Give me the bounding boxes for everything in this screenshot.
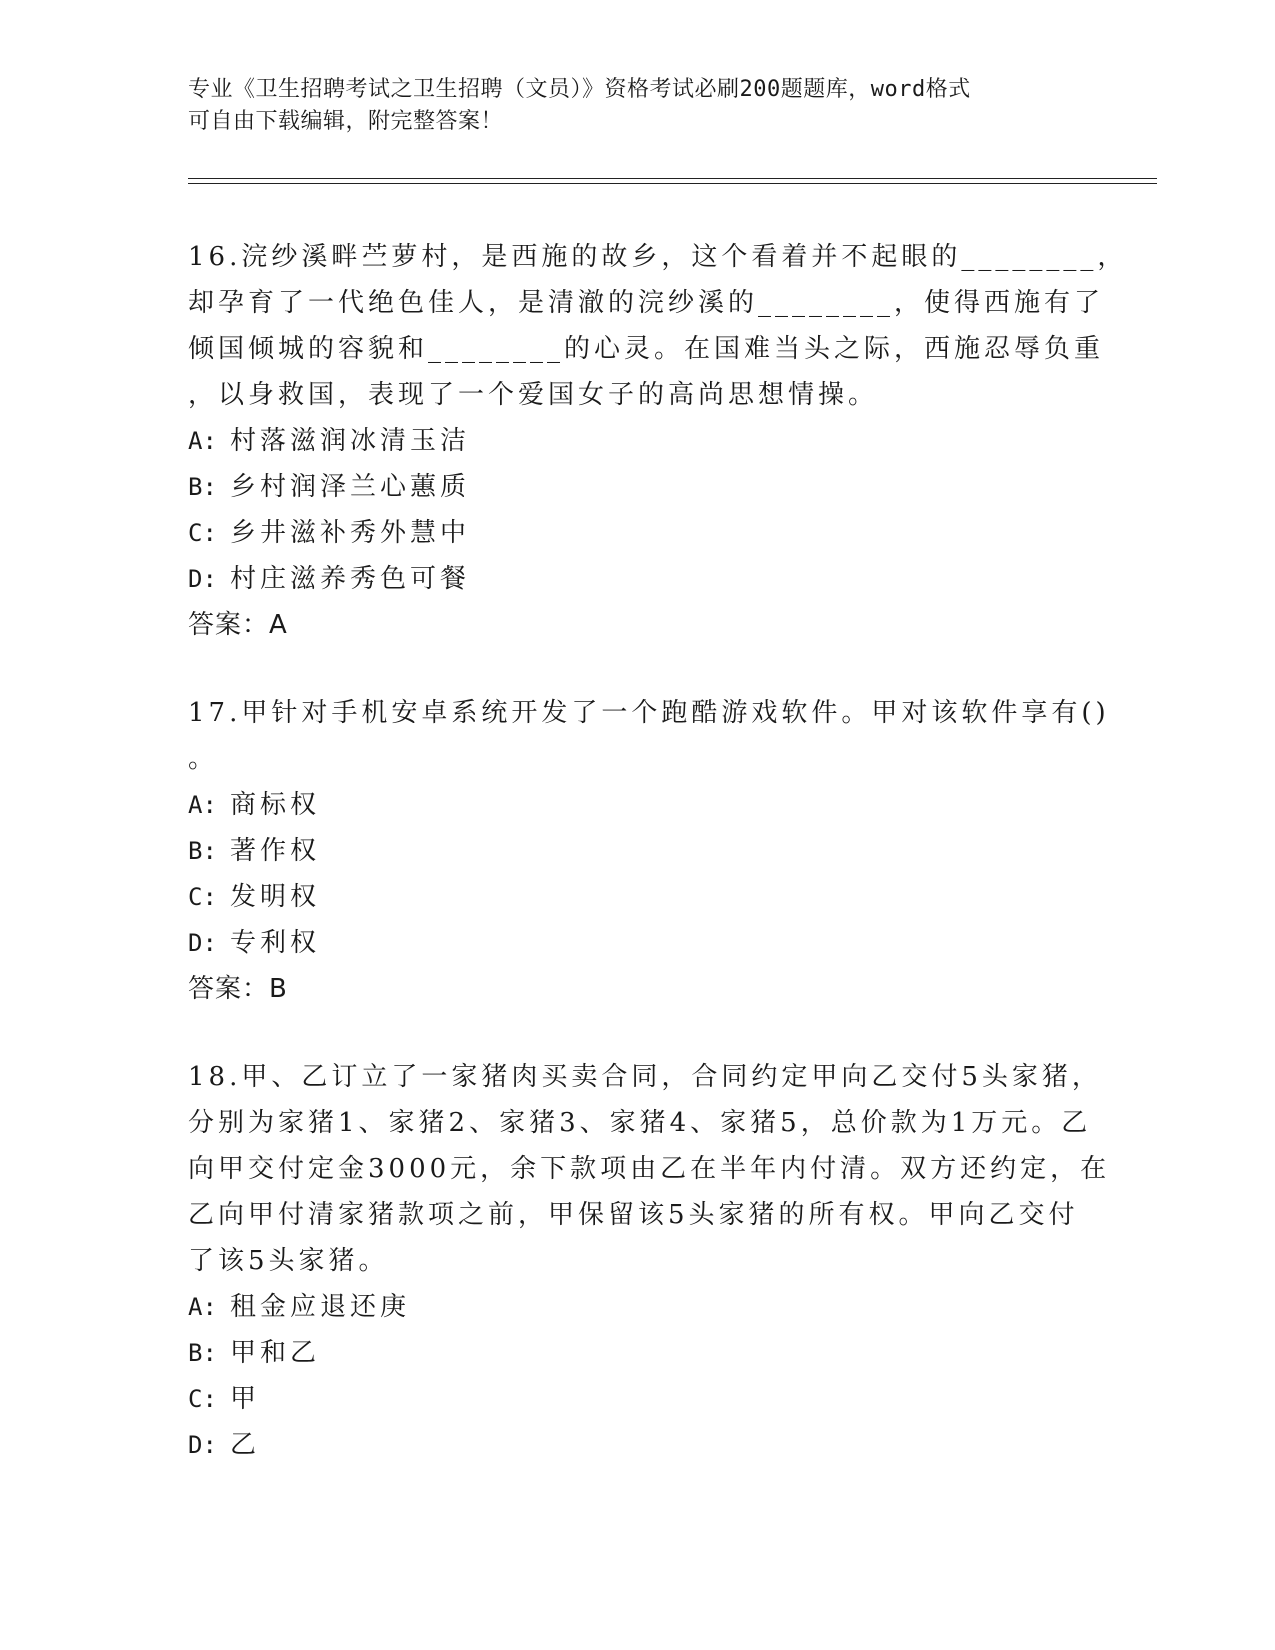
option-c	[188, 510, 1088, 556]
option-text: 乙	[230, 1430, 261, 1460]
option-c	[188, 874, 1088, 920]
option-text: 商标权	[230, 790, 321, 820]
document-header	[188, 74, 1088, 138]
question-text-line: 却孕育了一代绝色佳人，是清澈的浣纱溪的________，使得西施有了	[188, 288, 1105, 318]
question-text-line: 乙向甲付清家猪款项之前，甲保留该5头家猪的所有权。甲向乙交付	[188, 1200, 1079, 1230]
option-text: 著作权	[230, 836, 321, 866]
option-letter: C:	[188, 1385, 217, 1413]
option-d	[188, 1422, 1088, 1468]
option-a	[188, 418, 1088, 464]
option-letter: A:	[188, 1293, 217, 1321]
option-text: 租金应退还庚	[230, 1292, 411, 1322]
header-title-line-1: 专业《卫生招聘考试之卫生招聘（文员）》资格考试必刷200题题库，word格式	[188, 77, 971, 102]
question-text-line: 。	[188, 744, 219, 774]
question-18	[188, 1054, 1111, 1468]
option-letter: B:	[188, 1339, 217, 1367]
option-letter: B:	[188, 837, 217, 865]
option-text: 村庄滋养秀色可餐	[230, 564, 471, 594]
option-letter: D:	[188, 1431, 217, 1459]
option-text: 发明权	[230, 882, 321, 912]
question-text-line: 向甲交付定金3000元，余下款项由乙在半年内付清。双方还约定，在	[188, 1154, 1111, 1184]
question-text-line: ，以身救国，表现了一个爱国女子的高尚思想情操。	[188, 380, 879, 410]
question-text-line: 分别为家猪1、家猪2、家猪3、家猪4、家猪5，总价款为1万元。乙	[188, 1108, 1092, 1138]
option-b	[188, 464, 1088, 510]
option-letter: D:	[188, 929, 217, 957]
option-text: 甲和乙	[230, 1338, 321, 1368]
option-c	[188, 1376, 1088, 1422]
question-text-line: 18.甲、乙订立了一家猪肉买卖合同，合同约定甲向乙交付5头家猪，	[188, 1062, 1102, 1092]
question-text-line: 倾国倾城的容貌和________的心灵。在国难当头之际，西施忍辱负重	[188, 334, 1105, 364]
question-text-line: 16.浣纱溪畔苎萝村，是西施的故乡，这个看着并不起眼的________，	[188, 242, 1128, 272]
option-text: 专利权	[230, 928, 321, 958]
answer-label: 答案：B	[188, 974, 288, 1004]
option-text: 村落滋润冰清玉洁	[230, 426, 471, 456]
answer-label: 答案：A	[188, 610, 288, 640]
option-letter: C:	[188, 883, 217, 911]
header-divider-bottom	[188, 183, 1157, 184]
header-title-line-2: 可自由下载编辑，附完整答案！	[188, 109, 504, 134]
option-b	[188, 828, 1088, 874]
option-letter: D:	[188, 565, 217, 593]
option-letter: A:	[188, 791, 217, 819]
question-16	[188, 234, 1128, 648]
option-b	[188, 1330, 1088, 1376]
option-text: 乡村润泽兰心蕙质	[230, 472, 471, 502]
question-text-line: 17.甲针对手机安卓系统开发了一个跑酷游戏软件。甲对该软件享有()	[188, 698, 1110, 728]
option-d	[188, 920, 1088, 966]
question-text-line: 了该5头家猪。	[188, 1246, 389, 1276]
option-letter: B:	[188, 473, 217, 501]
option-text: 乡井滋补秀外慧中	[230, 518, 471, 548]
option-a	[188, 782, 1088, 828]
option-d	[188, 556, 1088, 602]
option-letter: A:	[188, 427, 217, 455]
header-divider-top	[188, 178, 1157, 179]
option-a	[188, 1284, 1088, 1330]
option-text: 甲	[230, 1384, 261, 1414]
question-17	[188, 690, 1110, 1012]
option-letter: C:	[188, 519, 217, 547]
